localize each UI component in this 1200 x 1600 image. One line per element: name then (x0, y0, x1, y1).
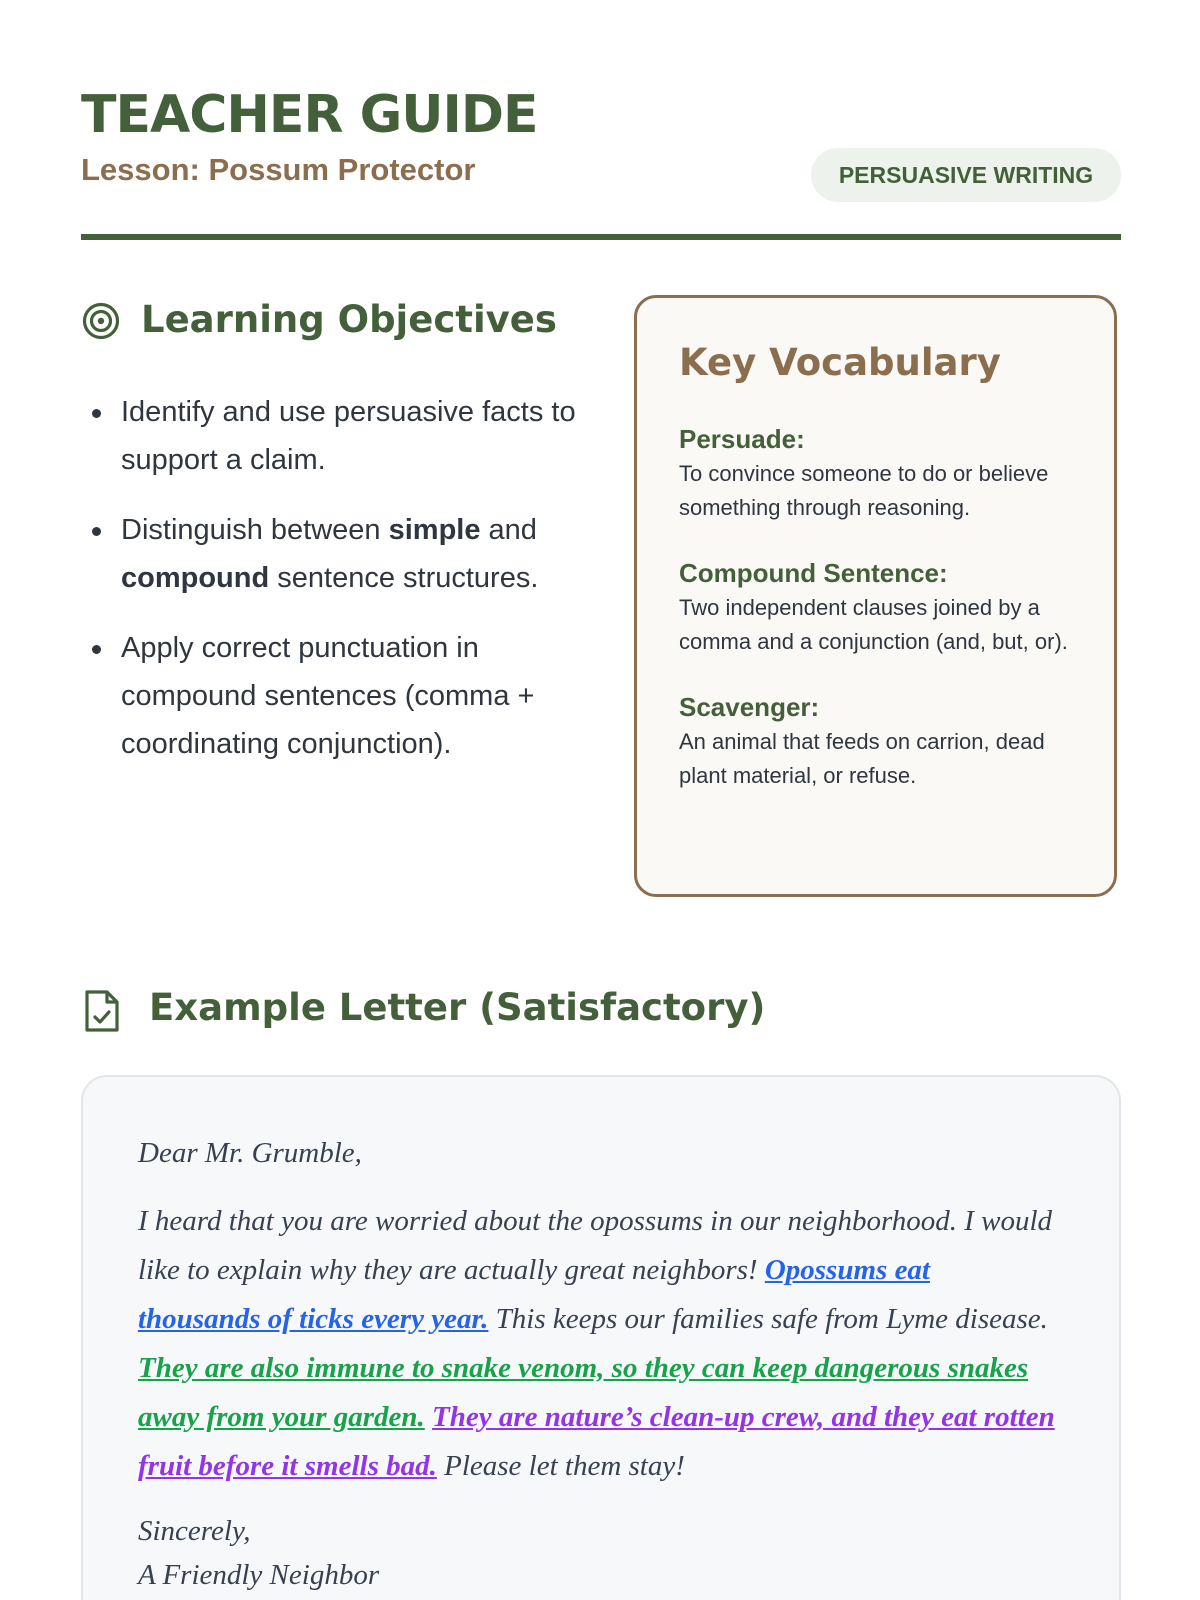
vocabulary-definition: To convince someone to do or believe something through reasoning. (679, 461, 1049, 520)
teacher-guide-page (81, 0, 1121, 1600)
target-icon (81, 301, 121, 341)
persuasive-fact-highlight: Opossums eat thousands of ticks every year. (138, 1254, 930, 1335)
vocabulary-term: Compound Sentence: (679, 558, 948, 588)
vocabulary-item (679, 421, 1079, 525)
vocabulary-item (679, 689, 1079, 793)
vocabulary-title: Key Vocabulary (679, 341, 1001, 384)
objective-item: Apply correct punctuation in compound sentences (comma + coordinating conjunction). (121, 624, 611, 768)
example-letter-card (81, 1075, 1121, 1600)
key-vocabulary-card (634, 295, 1117, 897)
persuasive-fact-highlight: They are nature’s clean-up crew, and they eat rotten fruit before it smells bad. (138, 1401, 1055, 1482)
vocabulary-term: Persuade: (679, 424, 805, 454)
document-check-icon (83, 988, 121, 1034)
vocabulary-term: Scavenger: (679, 692, 820, 722)
objectives-list (81, 388, 611, 790)
objectives-title: Learning Objectives (141, 298, 557, 341)
page-title: TEACHER GUIDE (81, 85, 538, 145)
letter-signature: A Friendly Neighbor (138, 1559, 380, 1591)
persuasive-fact-highlight: They are also immune to snake venom, so they can keep dangerous snakes away from your garden. (138, 1352, 1029, 1433)
vocabulary-definition: Two independent clauses joined by a comma and a conjunction (and, but, or). (679, 595, 1068, 654)
example-heading (81, 980, 881, 1036)
header-divider (81, 234, 1121, 240)
objective-item: Distinguish between simple and compound sentence structures. (121, 506, 611, 602)
example-letter (138, 1127, 1058, 1597)
letter-closing: Sincerely, (138, 1515, 251, 1547)
lesson-subtitle: Lesson: Possum Protector (81, 152, 476, 187)
letter-body: I heard that you are worried about the opossums in our neighborhood. I would like to explain why they are actually great neighbors! Opossums eat thousands of ticks every year. This keeps our families safe from Lyme disease. They are also immune to snake venom, so they can keep dangerous snakes away from your garden. They are nature’s clean-up crew, and they eat rotten fruit before it smells bad. Please let them stay! (138, 1205, 1055, 1482)
letter-salutation: Dear Mr. Grumble, (138, 1137, 362, 1169)
vocabulary-list (679, 421, 1079, 823)
objective-item: Identify and use persuasive facts to support a claim. (121, 388, 611, 484)
vocabulary-definition: An animal that feeds on carrion, dead plant material, or refuse. (679, 729, 1045, 788)
objectives-heading (81, 293, 621, 347)
example-title: Example Letter (Satisfactory) (149, 986, 766, 1029)
genre-badge: PERSUASIVE WRITING (811, 148, 1121, 202)
vocabulary-item (679, 555, 1079, 659)
